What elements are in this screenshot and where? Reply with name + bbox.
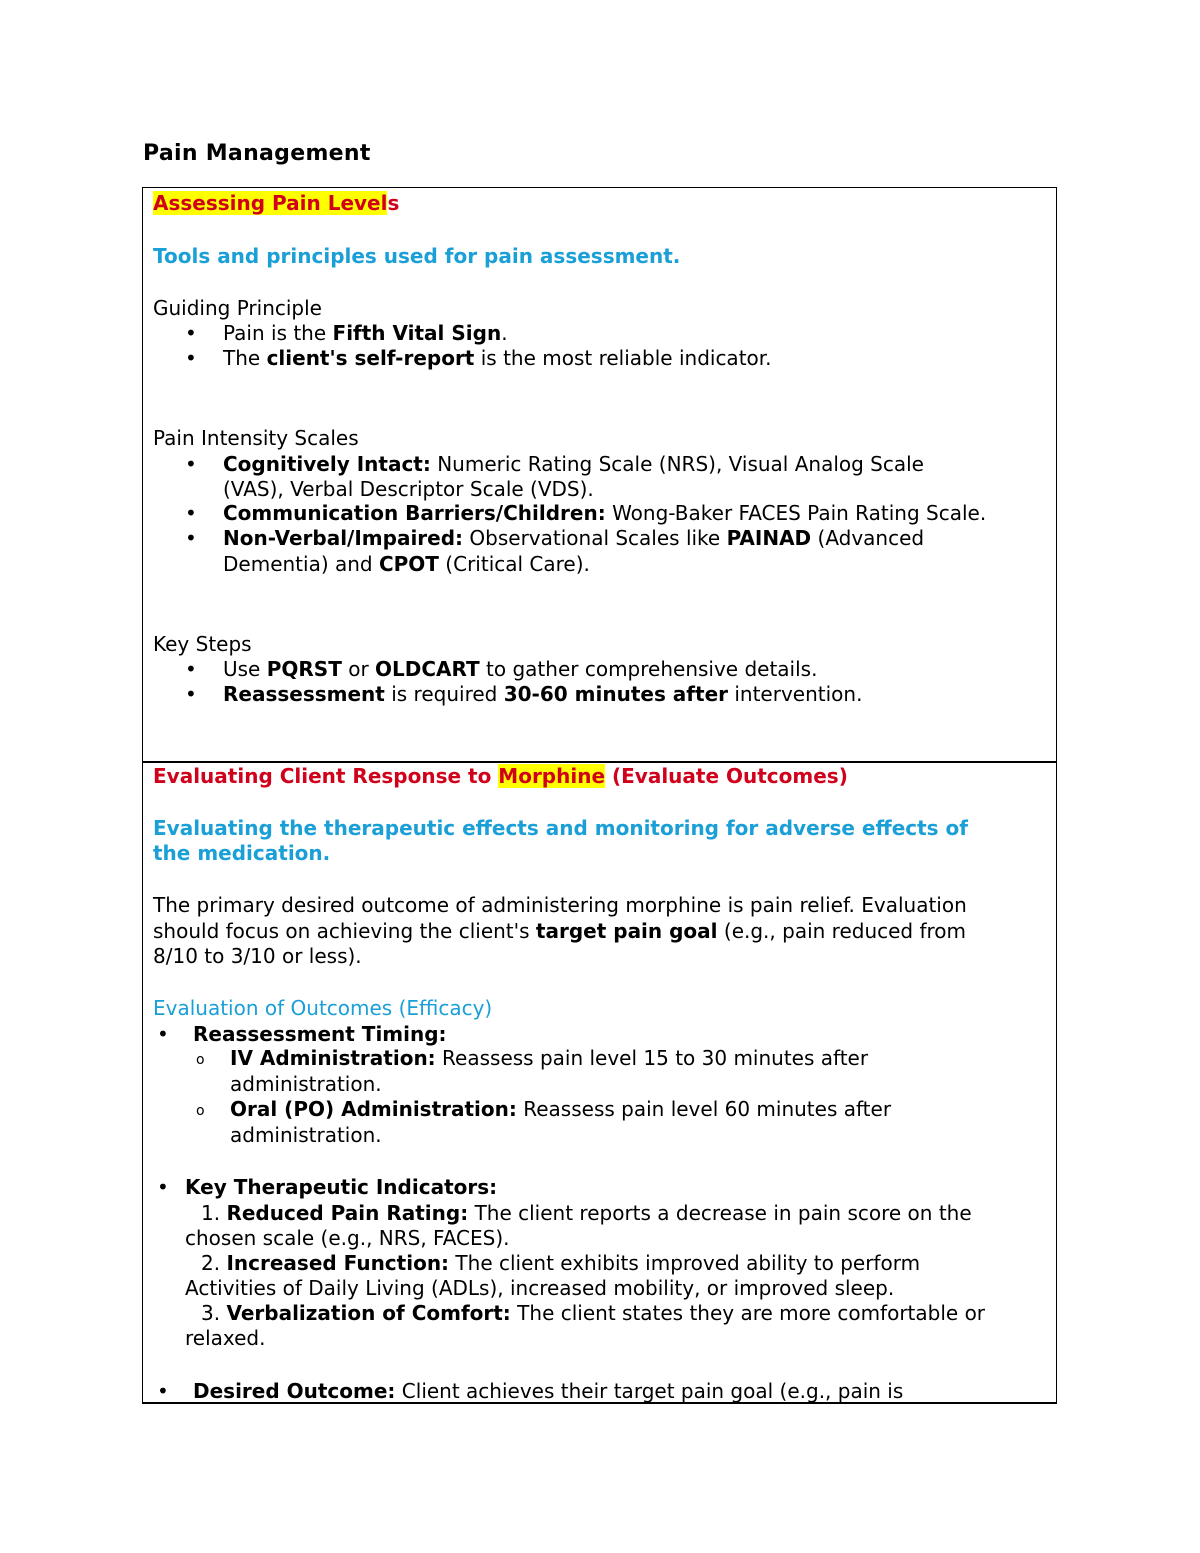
circle-bullet-icon: o bbox=[196, 1103, 205, 1119]
circle-bullet-icon: o bbox=[196, 1052, 205, 1068]
bullet-icon: • bbox=[185, 452, 197, 476]
desired-outcome: Desired Outcome: Client achieves their target pain goal (e.g., pain is bbox=[193, 1379, 904, 1403]
scales-title: Pain Intensity Scales bbox=[153, 426, 359, 450]
bullet-icon: • bbox=[185, 526, 197, 550]
indicator-3-cont: relaxed. bbox=[185, 1326, 266, 1350]
section1-subtitle: Tools and principles used for pain assessment. bbox=[153, 244, 681, 268]
indicator-3: 3. Verbalization of Comfort: The client states they are more comfortable or bbox=[201, 1301, 986, 1325]
indicator-2-cont: Activities of Daily Living (ADLs), increased mobility, or improved sleep. bbox=[185, 1276, 895, 1300]
indicator-2: 2. Increased Function: The client exhibits improved ability to perform bbox=[201, 1251, 921, 1275]
indicators-title: Key Therapeutic Indicators: bbox=[185, 1175, 498, 1199]
section1-heading-highlight: Assessing Pain Level bbox=[153, 191, 388, 215]
indicator-1-cont: chosen scale (e.g., NRS, FACES). bbox=[185, 1226, 510, 1250]
guiding-bullet-1: Pain is the Fifth Vital Sign. bbox=[223, 321, 508, 345]
steps-bullet-1: Use PQRST or OLDCART to gather comprehensive details. bbox=[223, 657, 818, 681]
scales-bullet-2: Communication Barriers/Children: Wong-Baker FACES Pain Rating Scale. bbox=[223, 501, 987, 525]
timing-title: Reassessment Timing: bbox=[193, 1022, 447, 1046]
bullet-icon: • bbox=[157, 1379, 169, 1403]
page-title: Pain Management bbox=[143, 141, 371, 166]
guiding-bullet-2: The client's self-report is the most reliable indicator. bbox=[223, 346, 772, 370]
scales-bullet-1: Cognitively Intact: Numeric Rating Scale (NRS), Visual Analog Scale bbox=[223, 452, 924, 476]
intro-para-line3: 8/10 to 3/10 or less). bbox=[153, 944, 362, 968]
section2-subtitle-line2: the medication. bbox=[153, 841, 331, 865]
steps-title: Key Steps bbox=[153, 632, 252, 656]
indicator-1: 1. Reduced Pain Rating: The client reports a decrease in pain score on the bbox=[201, 1201, 972, 1225]
po-line-cont: administration. bbox=[230, 1123, 382, 1147]
intro-para-line1: The primary desired outcome of administering morphine is pain relief. Evaluation bbox=[153, 893, 967, 917]
scales-bullet-1-cont: (VAS), Verbal Descriptor Scale (VDS). bbox=[223, 477, 594, 501]
evaluating-response-section bbox=[142, 761, 1057, 1404]
bullet-icon: • bbox=[185, 501, 197, 525]
po-line: Oral (PO) Administration: Reassess pain level 60 minutes after bbox=[230, 1097, 892, 1121]
bullet-icon: • bbox=[157, 1175, 169, 1199]
section1-heading-tail: s bbox=[387, 191, 400, 215]
intro-para-line2: should focus on achieving the client's target pain goal (e.g., pain reduced from bbox=[153, 919, 967, 943]
guiding-title: Guiding Principle bbox=[153, 296, 322, 320]
bullet-icon: • bbox=[185, 682, 197, 706]
iv-line-cont: administration. bbox=[230, 1072, 382, 1096]
section2-subtitle-line1: Evaluating the therapeutic effects and monitoring for adverse effects of bbox=[153, 816, 968, 840]
scales-bullet-3-cont: Dementia) and CPOT (Critical Care). bbox=[223, 552, 590, 576]
scales-bullet-3: Non-Verbal/Impaired: Observational Scales like PAINAD (Advanced bbox=[223, 526, 925, 550]
bullet-icon: • bbox=[185, 321, 197, 345]
iv-line: IV Administration: Reassess pain level 15 to 30 minutes after bbox=[230, 1046, 869, 1070]
bullet-icon: • bbox=[185, 346, 197, 370]
section2-heading: Evaluating Client Response to Morphine (Evaluate Outcomes) bbox=[153, 764, 848, 788]
steps-bullet-2: Reassessment is required 30-60 minutes after intervention. bbox=[223, 682, 863, 706]
bullet-icon: • bbox=[157, 1022, 169, 1046]
section1-heading bbox=[153, 190, 399, 216]
morphine-highlight: Morphine bbox=[498, 764, 606, 788]
bullet-icon: • bbox=[185, 657, 197, 681]
eval-outcomes-title: Evaluation of Outcomes (Efficacy) bbox=[153, 996, 493, 1020]
assessing-pain-section bbox=[142, 187, 1057, 763]
